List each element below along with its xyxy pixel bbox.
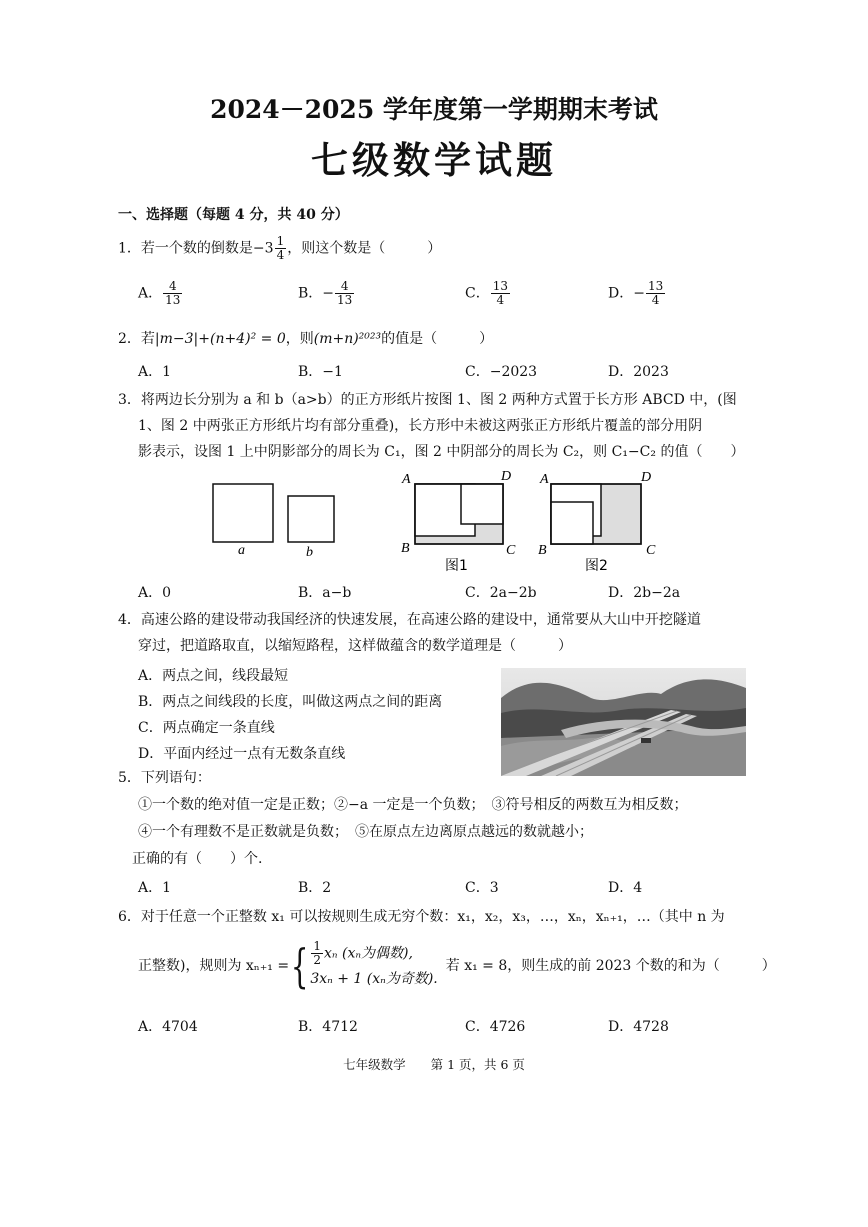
q1-stem: 若一个数的倒数是: [140, 240, 253, 257]
q6-option-d: D．4728: [608, 1019, 669, 1035]
q5-option-d: D．4: [608, 880, 643, 896]
page-footer: 七年级数学 第 1 页，共 6 页: [343, 1057, 525, 1072]
question-6-rule: 正整数)，规则为 xₙ₊₁ ={ $\frac{1}{2}$ xₙ (xₙ为偶数), 3xₙ + 1 (xₙ为奇数). 若 x₁ = 8，则生成的前 2023 个数的和为（ ）: [138, 939, 776, 993]
q4-option-c: C．两点确定一条直线: [138, 720, 275, 736]
svg-text:B: B: [538, 543, 547, 558]
svg-text:D: D: [641, 470, 652, 485]
q1-option-c: C． $\frac{13}{4}$: [465, 279, 508, 307]
q2-option-a: A．1: [138, 364, 172, 380]
question-6-line-1: 6．对于任意一个正整数 x₁ 可以按规则生成无穷个数：x₁，x₂，x₃，…，xₙ，xₙ₊₁，…（其中 n 为: [118, 909, 725, 925]
svg-text:C: C: [646, 543, 656, 558]
question-4-line-1: 4．高速公路的建设带动我国经济的快速发展，在高速公路的建设中，通常要从大山中开挖隧道: [118, 612, 701, 628]
question-2: 2．若|m−3|+(n+4)² = 0，则(m+n)²⁰²³的值是（ ）: [118, 331, 494, 347]
figure-2-caption: 图2: [585, 558, 608, 574]
q1-option-a: A． $\frac{4}{13}$: [138, 279, 181, 307]
section-heading: 一、选择题（每题 4 分，共 40 分）: [118, 207, 349, 223]
svg-text:B: B: [401, 541, 410, 556]
question-3-line-1: 3．将两边长分别为 a 和 b（a>b）的正方形纸片按图 1、图 2 两种方式置于长方形 ABCD 中，(图: [118, 392, 737, 408]
q1-value-int: −3: [252, 240, 274, 257]
question-5-line-2: ①一个数的绝对值一定是正数；②−a 一定是一个负数； ③符号相反的两数互为相反数；: [138, 797, 688, 813]
figure-1-caption: 图1: [445, 558, 468, 574]
q1-number: 1．: [118, 240, 141, 257]
q5-option-a: A．1: [138, 880, 172, 896]
q3-option-c: C．2a−2b: [465, 585, 537, 601]
question-4-line-2: 穿过，把道路取直，以缩短路程，这样做蕴含的数学道理是（ ）: [138, 638, 572, 654]
figure-2: [538, 470, 656, 574]
question-5-line-1: 5．下列语句：: [118, 770, 211, 786]
square-b-label: b: [306, 545, 313, 560]
q1-option-d: D．− $\frac{13}{4}$: [608, 279, 664, 307]
q4-option-b: B．两点之间线段的长度，叫做这两点之间的距离: [138, 694, 443, 710]
q5-option-b: B．2: [298, 880, 332, 896]
q5-option-c: C．3: [465, 880, 499, 896]
q2-expression-2: (m+n)²⁰²³: [313, 331, 382, 347]
question-5-line-3: ④一个有理数不是正数就是负数； ⑤在原点左边离原点越远的数就越小；: [138, 824, 593, 840]
question-1: [118, 235, 441, 262]
q6-option-a: A．4704: [138, 1019, 198, 1035]
q1-value-frac: $\frac{1}{4}$: [276, 234, 285, 262]
exam-subtitle: 七级数学试题: [311, 138, 557, 182]
q3-option-a: A．0: [138, 585, 172, 601]
svg-text:C: C: [506, 543, 516, 558]
question-3-line-3: 影表示，设图 1 上中阴影部分的周长为 C₁，图 2 中阴部分的周长为 C₂，则 C₁−C₂ 的值（ ）: [138, 444, 745, 460]
q2-expression: |m−3|+(n+4)² = 0: [154, 331, 286, 347]
svg-text:D: D: [501, 469, 512, 484]
q3-option-d: D．2b−2a: [608, 585, 681, 601]
square-a-label: a: [238, 543, 245, 558]
q3-option-b: B．a−b: [298, 585, 352, 601]
square-b: [288, 496, 334, 542]
svg-text:A: A: [540, 472, 549, 487]
highway-photo: [501, 668, 746, 776]
question-5-line-4: 正确的有（ ）个.: [132, 851, 263, 867]
question-3-line-2: 1、图 2 中两张正方形纸片均有部分重叠)，长方形中未被这两张正方形纸片覆盖的部分用阴: [138, 418, 703, 434]
q4-option-a: A．两点之间，线段最短: [138, 668, 289, 684]
q1-option-b: B．− $\frac{4}{13}$: [298, 279, 353, 307]
q6-option-c: C．4726: [465, 1019, 526, 1035]
exam-title: 2024－2025 学年度第一学期期末考试: [210, 95, 658, 124]
q2-option-b: B．−1: [298, 364, 343, 380]
q2-option-c: C．−2023: [465, 364, 538, 380]
q6-option-b: B．4712: [298, 1019, 358, 1035]
square-a: [213, 484, 273, 542]
figure-1: [401, 469, 516, 574]
q6-cases: $\frac{1}{2}$ xₙ (xₙ为偶数), 3xₙ + 1 (xₙ为奇数).: [310, 939, 438, 987]
svg-text:A: A: [402, 472, 411, 487]
q1-stem-end: ，则这个数是（ ）: [287, 240, 442, 257]
q4-option-d: D．平面内经过一点有无数条直线: [138, 746, 346, 762]
q3-figures: [200, 462, 680, 580]
q2-option-d: D．2023: [608, 364, 669, 380]
